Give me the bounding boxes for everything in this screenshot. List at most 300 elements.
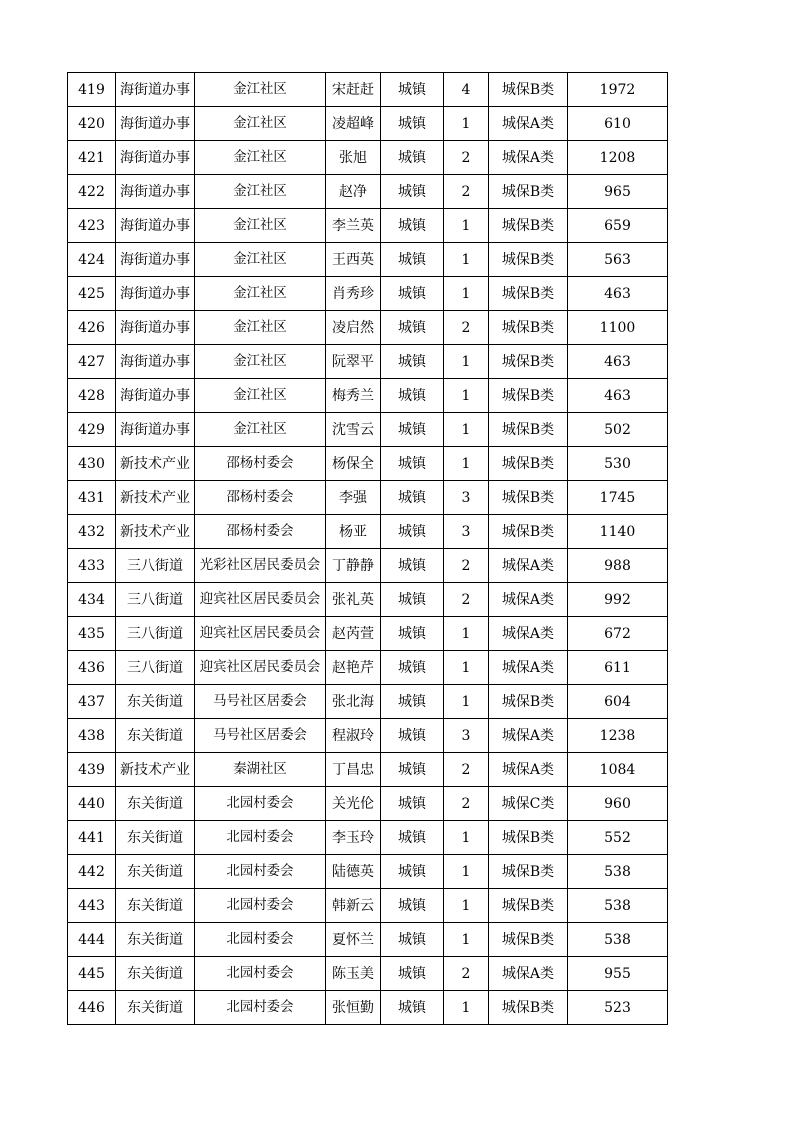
amount-text: 610 <box>604 115 631 132</box>
amount-text: 463 <box>604 353 631 370</box>
street-office-text: 海街道办事 <box>120 421 190 438</box>
street-office-cell <box>116 277 195 311</box>
insurance-category-text: 城保B类 <box>501 863 555 880</box>
person-name-text: 丁昌忠 <box>332 761 374 778</box>
household-count-cell <box>444 787 489 821</box>
person-name-text: 陈玉美 <box>332 965 374 982</box>
household-count-cell <box>444 719 489 753</box>
person-name-text: 丁静静 <box>332 557 374 574</box>
row-number-text: 430 <box>78 455 105 472</box>
person-name-text: 赵芮萱 <box>332 625 374 642</box>
amount-cell <box>568 107 668 141</box>
insurance-category-cell <box>489 651 568 685</box>
row-number-text: 432 <box>78 523 105 540</box>
insurance-category-text: 城保B类 <box>501 251 555 268</box>
community-text: 金江社区 <box>233 184 287 199</box>
street-office-text: 东关街道 <box>127 965 183 982</box>
insurance-category-cell <box>489 447 568 481</box>
area-type-cell <box>381 175 444 209</box>
street-office-text: 东关街道 <box>127 931 183 948</box>
community-text: 金江社区 <box>233 82 287 97</box>
street-office-cell <box>116 719 195 753</box>
amount-cell <box>568 141 668 175</box>
row-number-cell <box>68 175 116 209</box>
insurance-category-text: 城保A类 <box>501 591 555 608</box>
community-text: 迎宾社区居民委员会 <box>199 660 321 675</box>
row-number-cell <box>68 923 116 957</box>
insurance-category-cell <box>489 719 568 753</box>
area-type-text: 城镇 <box>398 693 426 710</box>
street-office-cell <box>116 107 195 141</box>
amount-cell <box>568 311 668 345</box>
insurance-category-cell <box>489 855 568 889</box>
household-count-cell <box>444 413 489 447</box>
person-name-cell <box>326 855 381 889</box>
community-text: 秦湖社区 <box>233 762 287 777</box>
community-cell <box>195 957 326 991</box>
street-office-cell <box>116 651 195 685</box>
person-name-text: 凌超峰 <box>332 115 374 132</box>
row-number-cell <box>68 243 116 277</box>
household-count-cell <box>444 685 489 719</box>
insurance-category-cell <box>489 413 568 447</box>
community-cell <box>195 719 326 753</box>
amount-text: 659 <box>604 217 631 234</box>
amount-cell <box>568 481 668 515</box>
household-count-text: 1 <box>461 115 471 132</box>
amount-cell <box>568 923 668 957</box>
person-name-text: 程淑玲 <box>332 727 374 744</box>
row-number-cell <box>68 651 116 685</box>
street-office-cell <box>116 243 195 277</box>
household-count-cell <box>444 753 489 787</box>
household-count-cell <box>444 209 489 243</box>
row-number-cell <box>68 413 116 447</box>
area-type-text: 城镇 <box>398 183 426 200</box>
insurance-category-text: 城保B类 <box>501 829 555 846</box>
street-office-text: 海街道办事 <box>120 115 190 132</box>
row-number-text: 420 <box>78 115 105 132</box>
community-cell <box>195 73 326 107</box>
area-type-cell <box>381 787 444 821</box>
insurance-category-cell <box>489 345 568 379</box>
community-cell <box>195 889 326 923</box>
amount-cell <box>568 447 668 481</box>
household-count-text: 1 <box>461 625 471 642</box>
table-row <box>68 957 668 991</box>
community-cell <box>195 243 326 277</box>
household-count-cell <box>444 141 489 175</box>
household-count-text: 2 <box>461 965 471 982</box>
household-count-cell <box>444 583 489 617</box>
person-name-cell <box>326 583 381 617</box>
amount-cell <box>568 821 668 855</box>
street-office-cell <box>116 923 195 957</box>
row-number-text: 436 <box>78 659 105 676</box>
row-number-cell <box>68 209 116 243</box>
area-type-cell <box>381 821 444 855</box>
person-name-cell <box>326 617 381 651</box>
table-row <box>68 73 668 107</box>
household-count-text: 1 <box>461 285 471 302</box>
row-number-cell <box>68 855 116 889</box>
amount-text: 960 <box>604 795 631 812</box>
community-cell <box>195 481 326 515</box>
person-name-text: 王西英 <box>332 251 374 268</box>
person-name-text: 韩新云 <box>332 897 374 914</box>
table-row <box>68 379 668 413</box>
insurance-category-text: 城保A类 <box>501 115 555 132</box>
household-count-text: 1 <box>461 387 471 404</box>
street-office-text: 东关街道 <box>127 897 183 914</box>
row-number-cell <box>68 583 116 617</box>
area-type-cell <box>381 855 444 889</box>
household-count-cell <box>444 243 489 277</box>
street-office-cell <box>116 787 195 821</box>
table-row <box>68 277 668 311</box>
area-type-cell <box>381 243 444 277</box>
insurance-category-text: 城保B类 <box>501 897 555 914</box>
area-type-text: 城镇 <box>398 217 426 234</box>
person-name-cell <box>326 277 381 311</box>
person-name-cell <box>326 175 381 209</box>
insurance-category-cell <box>489 311 568 345</box>
street-office-text: 新技术产业 <box>120 489 190 506</box>
row-number-text: 431 <box>78 489 105 506</box>
insurance-category-cell <box>489 957 568 991</box>
insurance-category-text: 城保A类 <box>501 149 555 166</box>
person-name-cell <box>326 719 381 753</box>
table-row <box>68 515 668 549</box>
street-office-cell <box>116 821 195 855</box>
area-type-text: 城镇 <box>398 251 426 268</box>
row-number-cell <box>68 685 116 719</box>
area-type-cell <box>381 209 444 243</box>
community-text: 邵杨村委会 <box>226 524 294 539</box>
row-number-cell <box>68 821 116 855</box>
row-number-text: 443 <box>78 897 105 914</box>
row-number-text: 440 <box>78 795 105 812</box>
street-office-text: 新技术产业 <box>120 523 190 540</box>
community-cell <box>195 821 326 855</box>
person-name-cell <box>326 243 381 277</box>
row-number-text: 435 <box>78 625 105 642</box>
household-count-cell <box>444 957 489 991</box>
table-row <box>68 209 668 243</box>
row-number-text: 445 <box>78 965 105 982</box>
table-row <box>68 719 668 753</box>
person-name-text: 宋赶赶 <box>332 81 374 98</box>
insurance-category-cell <box>489 685 568 719</box>
amount-cell <box>568 175 668 209</box>
table-row <box>68 685 668 719</box>
household-count-cell <box>444 481 489 515</box>
table-row <box>68 107 668 141</box>
area-type-text: 城镇 <box>398 149 426 166</box>
table-row <box>68 311 668 345</box>
household-count-cell <box>444 651 489 685</box>
community-text: 邵杨村委会 <box>226 490 294 505</box>
insurance-category-text: 城保B类 <box>501 489 555 506</box>
amount-text: 965 <box>604 183 631 200</box>
street-office-cell <box>116 379 195 413</box>
row-number-text: 419 <box>78 81 105 98</box>
community-text: 金江社区 <box>233 150 287 165</box>
household-count-text: 1 <box>461 931 471 948</box>
community-text: 北园村委会 <box>226 830 294 845</box>
street-office-text: 海街道办事 <box>120 319 190 336</box>
insurance-category-cell <box>489 107 568 141</box>
amount-text: 1140 <box>599 523 636 540</box>
table-row <box>68 175 668 209</box>
table-row <box>68 889 668 923</box>
household-count-cell <box>444 447 489 481</box>
amount-text: 992 <box>604 591 631 608</box>
street-office-cell <box>116 617 195 651</box>
household-count-text: 2 <box>461 761 471 778</box>
row-number-text: 446 <box>78 999 105 1016</box>
amount-text: 563 <box>604 251 631 268</box>
street-office-text: 海街道办事 <box>120 149 190 166</box>
table-row <box>68 787 668 821</box>
street-office-cell <box>116 515 195 549</box>
community-text: 迎宾社区居民委员会 <box>199 626 321 641</box>
amount-text: 463 <box>604 285 631 302</box>
row-number-cell <box>68 73 116 107</box>
street-office-cell <box>116 311 195 345</box>
community-cell <box>195 379 326 413</box>
area-type-cell <box>381 889 444 923</box>
community-text: 金江社区 <box>233 422 287 437</box>
person-name-text: 沈雪云 <box>332 421 374 438</box>
insurance-category-text: 城保B类 <box>501 81 555 98</box>
amount-text: 552 <box>604 829 631 846</box>
insurance-category-text: 城保B类 <box>501 693 555 710</box>
person-name-cell <box>326 447 381 481</box>
street-office-text: 海街道办事 <box>120 251 190 268</box>
street-office-cell <box>116 889 195 923</box>
amount-text: 1238 <box>599 727 636 744</box>
person-name-text: 凌启然 <box>332 319 374 336</box>
insurance-category-text: 城保A类 <box>501 557 555 574</box>
table-row <box>68 991 668 1025</box>
area-type-text: 城镇 <box>398 625 426 642</box>
insurance-category-text: 城保B类 <box>501 999 555 1016</box>
area-type-cell <box>381 141 444 175</box>
table-row <box>68 481 668 515</box>
person-name-text: 肖秀珍 <box>332 285 374 302</box>
household-count-cell <box>444 515 489 549</box>
community-cell <box>195 855 326 889</box>
insurance-category-cell <box>489 209 568 243</box>
amount-cell <box>568 277 668 311</box>
area-type-cell <box>381 379 444 413</box>
insurance-category-cell <box>489 753 568 787</box>
person-name-cell <box>326 787 381 821</box>
area-type-cell <box>381 73 444 107</box>
row-number-cell <box>68 991 116 1025</box>
row-number-text: 441 <box>78 829 105 846</box>
row-number-cell <box>68 719 116 753</box>
household-count-text: 3 <box>461 523 471 540</box>
amount-cell <box>568 685 668 719</box>
row-number-text: 424 <box>78 251 105 268</box>
area-type-cell <box>381 277 444 311</box>
amount-cell <box>568 991 668 1025</box>
area-type-cell <box>381 107 444 141</box>
street-office-text: 东关街道 <box>127 999 183 1016</box>
row-number-text: 442 <box>78 863 105 880</box>
table-row <box>68 855 668 889</box>
amount-text: 502 <box>604 421 631 438</box>
community-text: 金江社区 <box>233 354 287 369</box>
amount-cell <box>568 345 668 379</box>
row-number-cell <box>68 447 116 481</box>
household-count-text: 1 <box>461 421 471 438</box>
household-count-cell <box>444 175 489 209</box>
household-count-cell <box>444 107 489 141</box>
household-count-text: 1 <box>461 863 471 880</box>
household-count-cell <box>444 821 489 855</box>
person-name-cell <box>326 685 381 719</box>
row-number-cell <box>68 481 116 515</box>
insurance-category-text: 城保B类 <box>501 217 555 234</box>
area-type-text: 城镇 <box>398 761 426 778</box>
amount-text: 538 <box>604 863 631 880</box>
person-name-text: 阮翠平 <box>332 353 374 370</box>
insurance-category-cell <box>489 175 568 209</box>
area-type-cell <box>381 957 444 991</box>
insurance-category-text: 城保C类 <box>501 795 555 812</box>
household-count-text: 2 <box>461 795 471 812</box>
community-text: 北园村委会 <box>226 898 294 913</box>
row-number-text: 425 <box>78 285 105 302</box>
community-text: 北园村委会 <box>226 864 294 879</box>
table-row <box>68 413 668 447</box>
row-number-text: 438 <box>78 727 105 744</box>
area-type-cell <box>381 583 444 617</box>
household-count-cell <box>444 855 489 889</box>
area-type-text: 城镇 <box>398 829 426 846</box>
amount-cell <box>568 957 668 991</box>
insurance-category-cell <box>489 277 568 311</box>
person-name-cell <box>326 515 381 549</box>
person-name-text: 李强 <box>339 489 367 506</box>
street-office-cell <box>116 549 195 583</box>
household-count-cell <box>444 889 489 923</box>
area-type-cell <box>381 515 444 549</box>
amount-text: 1972 <box>599 81 636 98</box>
community-cell <box>195 141 326 175</box>
community-text: 北园村委会 <box>226 966 294 981</box>
amount-text: 538 <box>604 897 631 914</box>
area-type-text: 城镇 <box>398 863 426 880</box>
person-name-text: 赵净 <box>339 183 367 200</box>
table-row <box>68 549 668 583</box>
household-count-cell <box>444 991 489 1025</box>
amount-cell <box>568 379 668 413</box>
street-office-text: 海街道办事 <box>120 183 190 200</box>
street-office-cell <box>116 345 195 379</box>
table-row <box>68 923 668 957</box>
street-office-text: 三八街道 <box>127 591 183 608</box>
person-name-text: 关光伦 <box>332 795 374 812</box>
community-text: 金江社区 <box>233 388 287 403</box>
community-text: 迎宾社区居民委员会 <box>199 592 321 607</box>
table-row <box>68 753 668 787</box>
area-type-text: 城镇 <box>398 115 426 132</box>
household-count-text: 1 <box>461 693 471 710</box>
row-number-text: 439 <box>78 761 105 778</box>
table-row <box>68 583 668 617</box>
community-text: 金江社区 <box>233 252 287 267</box>
street-office-text: 三八街道 <box>127 625 183 642</box>
area-type-text: 城镇 <box>398 81 426 98</box>
table-row <box>68 345 668 379</box>
household-count-text: 1 <box>461 829 471 846</box>
community-cell <box>195 787 326 821</box>
person-name-text: 夏怀兰 <box>332 931 374 948</box>
area-type-text: 城镇 <box>398 897 426 914</box>
area-type-cell <box>381 923 444 957</box>
row-number-cell <box>68 549 116 583</box>
person-name-text: 张礼英 <box>332 591 374 608</box>
household-count-text: 3 <box>461 489 471 506</box>
row-number-text: 422 <box>78 183 105 200</box>
person-name-text: 赵艳芹 <box>332 659 374 676</box>
table-row <box>68 821 668 855</box>
table-row <box>68 243 668 277</box>
community-cell <box>195 515 326 549</box>
person-name-text: 梅秀兰 <box>332 387 374 404</box>
person-name-cell <box>326 345 381 379</box>
area-type-text: 城镇 <box>398 455 426 472</box>
insurance-category-cell <box>489 787 568 821</box>
street-office-cell <box>116 209 195 243</box>
amount-cell <box>568 889 668 923</box>
area-type-text: 城镇 <box>398 557 426 574</box>
insurance-category-cell <box>489 583 568 617</box>
community-cell <box>195 923 326 957</box>
household-count-cell <box>444 311 489 345</box>
area-type-cell <box>381 651 444 685</box>
person-name-text: 张旭 <box>339 149 367 166</box>
street-office-cell <box>116 855 195 889</box>
street-office-cell <box>116 73 195 107</box>
area-type-text: 城镇 <box>398 319 426 336</box>
household-count-text: 1 <box>461 659 471 676</box>
street-office-cell <box>116 957 195 991</box>
amount-text: 611 <box>604 659 631 676</box>
household-count-text: 1 <box>461 353 471 370</box>
table-row <box>68 141 668 175</box>
area-type-text: 城镇 <box>398 285 426 302</box>
person-name-cell <box>326 549 381 583</box>
street-office-text: 海街道办事 <box>120 217 190 234</box>
community-text: 马号社区居委会 <box>213 728 307 743</box>
amount-cell <box>568 73 668 107</box>
community-text: 邵杨村委会 <box>226 456 294 471</box>
household-count-text: 2 <box>461 319 471 336</box>
amount-text: 1084 <box>599 761 636 778</box>
household-count-text: 1 <box>461 251 471 268</box>
community-text: 金江社区 <box>233 286 287 301</box>
insurance-category-cell <box>489 549 568 583</box>
insurance-category-cell <box>489 379 568 413</box>
street-office-text: 海街道办事 <box>120 285 190 302</box>
area-type-cell <box>381 991 444 1025</box>
person-name-cell <box>326 923 381 957</box>
